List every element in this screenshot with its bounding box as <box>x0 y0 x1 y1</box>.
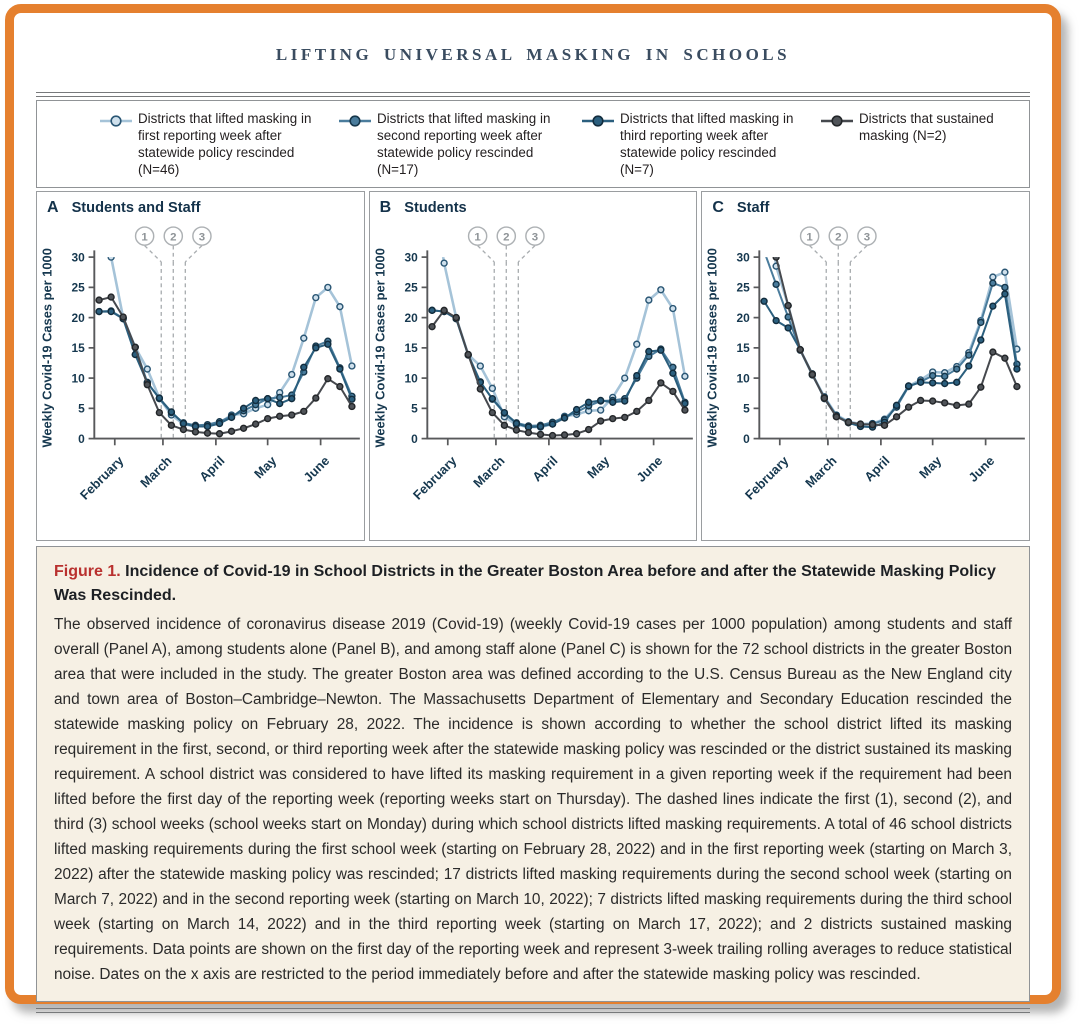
series-sustained-point <box>966 401 972 407</box>
series-second-point <box>761 248 767 254</box>
series-sustained-point <box>193 429 199 435</box>
series-second-marker-icon <box>338 113 372 134</box>
x-tick-label: March <box>802 452 840 491</box>
series-first-point <box>313 294 319 300</box>
series-sustained-point <box>96 297 102 303</box>
series-sustained-point <box>573 430 579 436</box>
series-third-point <box>205 423 211 429</box>
series-second-point <box>277 394 283 400</box>
series-third-point <box>930 380 936 386</box>
panel-header <box>702 192 1029 217</box>
series-third-point <box>549 421 555 427</box>
series-sustained-point <box>682 407 688 413</box>
panel-letter: A <box>47 198 59 216</box>
series-sustained-point <box>810 371 816 377</box>
series-sustained-point <box>658 380 664 386</box>
series-third-point <box>301 364 307 370</box>
series-third-point <box>1014 366 1020 372</box>
series-sustained-point <box>108 294 114 300</box>
legend-item-label: Districts that lifted masking in first reporting week after statewide policy rescinded (N=46) <box>138 111 312 177</box>
series-sustained-point <box>894 413 900 419</box>
series-sustained-point <box>798 346 804 352</box>
series-third-point <box>633 372 639 378</box>
figure-label: Figure 1. <box>54 562 121 580</box>
y-tick-label: 25 <box>71 280 85 295</box>
series-third-point <box>108 308 114 314</box>
x-tick-label: June <box>633 452 665 485</box>
series-sustained-point <box>501 422 507 428</box>
y-tick-label: 30 <box>71 249 85 264</box>
series-third-point <box>277 400 283 406</box>
series-third-point <box>990 303 996 309</box>
series-third-marker-icon <box>581 113 615 134</box>
series-sustained-point <box>253 421 259 427</box>
legend-marker-icon <box>581 113 615 129</box>
dashed-connector <box>810 245 827 261</box>
series-third-point <box>658 347 664 353</box>
x-tick-label: June <box>300 452 333 485</box>
series-third-point <box>96 308 102 314</box>
series-sustained-point <box>609 415 615 421</box>
series-first-point <box>597 407 603 413</box>
chart-legend <box>36 100 1030 188</box>
legend-item-sustained-masking <box>820 111 1019 145</box>
series-sustained-point <box>144 381 150 387</box>
series-third-point <box>217 420 223 426</box>
y-tick-label: 15 <box>71 340 85 355</box>
series-third-point <box>289 395 295 401</box>
series-sustained-point <box>549 432 555 438</box>
series-sustained-point <box>774 254 780 260</box>
legend-item-lifted-third-week <box>581 111 808 179</box>
panel-letter: C <box>712 198 724 216</box>
y-tick-label: 0 <box>78 431 85 446</box>
series-first-point <box>301 335 307 341</box>
series-second-point <box>978 319 984 325</box>
series-first-point <box>633 341 639 347</box>
series-third-point <box>501 409 507 415</box>
y-tick-label: 25 <box>404 280 418 295</box>
series-sustained-point <box>585 426 591 432</box>
series-third-point <box>180 420 186 426</box>
series-sustained-point <box>646 397 652 403</box>
legend-marker-icon <box>820 113 854 129</box>
series-third-point <box>265 395 271 401</box>
svg-text:3: 3 <box>198 230 206 243</box>
series-first-line <box>432 217 685 427</box>
y-tick-label: 0 <box>743 431 751 446</box>
dashed-connector <box>518 245 535 261</box>
series-sustained-point <box>906 404 912 410</box>
x-tick-label: May <box>583 452 612 481</box>
panel-header <box>370 192 697 217</box>
series-first-point <box>441 260 447 266</box>
y-tick-label: 20 <box>71 310 85 325</box>
series-third-point <box>942 380 948 386</box>
dashed-connector <box>477 245 494 261</box>
series-second-point <box>954 366 960 372</box>
series-second-point <box>966 352 972 358</box>
legend-item-label: Districts that lifted masking in third reporting week after statewide policy rescinded (N=7) <box>620 111 794 177</box>
panel-c-staff <box>701 191 1030 541</box>
series-first-point <box>477 363 483 369</box>
series-first-point <box>1002 269 1008 275</box>
line-chart <box>37 217 364 519</box>
series-sustained-point <box>217 430 223 436</box>
series-sustained-point <box>441 307 447 313</box>
series-second-point <box>990 280 996 286</box>
series-third-point <box>537 423 543 429</box>
panel-header <box>37 192 364 217</box>
figure-caption-box <box>36 546 1030 1002</box>
series-sustained-point <box>313 395 319 401</box>
series-third-line <box>432 310 685 427</box>
series-sustained-point <box>489 409 495 415</box>
series-sustained-point <box>621 414 627 420</box>
series-sustained-point <box>954 402 960 408</box>
series-sustained-point <box>168 422 174 428</box>
series-sustained-point <box>1014 383 1020 389</box>
series-sustained-point <box>561 432 567 438</box>
series-sustained-point <box>882 422 888 428</box>
series-third-point <box>966 363 972 369</box>
series-third-point <box>954 379 960 385</box>
x-tick-label: March <box>469 452 508 491</box>
series-third-point <box>561 415 567 421</box>
series-sustained-point <box>337 383 343 389</box>
dashed-connector <box>185 245 202 261</box>
panel-letter: B <box>379 198 392 216</box>
series-sustained-point <box>156 409 162 415</box>
series-second-point <box>942 373 948 379</box>
series-second-point <box>1002 284 1008 290</box>
series-third-point <box>918 379 924 385</box>
legend-item-label: Districts that lifted masking in second reporting week after statewide policy rescinded (N=17) <box>377 111 551 177</box>
y-tick-label: 15 <box>736 340 751 355</box>
y-tick-label: 5 <box>743 401 751 416</box>
series-sustained-point <box>918 397 924 403</box>
line-chart <box>702 217 1029 519</box>
legend-item-lifted-first-week <box>99 111 326 179</box>
panel-title: Students <box>404 199 467 216</box>
y-tick-label: 30 <box>404 249 418 264</box>
series-third-point <box>621 398 627 404</box>
x-tick-label: April <box>861 452 893 484</box>
series-second-line <box>432 310 685 426</box>
article-card <box>5 4 1061 1004</box>
y-tick-label: 20 <box>404 310 418 325</box>
series-sustained-point <box>990 349 996 355</box>
series-third-point <box>253 397 259 403</box>
series-third-point <box>670 370 676 376</box>
series-third-point <box>325 341 331 347</box>
series-first-point <box>289 371 295 377</box>
series-sustained-point <box>525 429 531 435</box>
series-first-point <box>621 375 627 381</box>
y-tick-label: 0 <box>410 431 418 446</box>
bottom-rule <box>36 1008 1030 1013</box>
series-third-point <box>597 397 603 403</box>
chart-panel-b <box>370 217 697 524</box>
series-third-line <box>764 294 1017 427</box>
series-sustained-point <box>834 413 840 419</box>
x-tick-label: February <box>742 452 792 503</box>
series-sustained-point <box>120 314 126 320</box>
series-sustained-point <box>1002 355 1008 361</box>
series-sustained-point <box>786 302 792 308</box>
series-first-point <box>108 254 114 260</box>
panel-a-students-and-staff <box>36 191 365 541</box>
series-sustained-point <box>822 395 828 401</box>
series-third-point <box>774 317 780 323</box>
y-tick-label: 10 <box>404 370 418 385</box>
svg-text:3: 3 <box>531 230 538 243</box>
series-sustained-line <box>432 310 685 435</box>
series-second-point <box>930 372 936 378</box>
chart-panel-c <box>702 217 1029 524</box>
dashed-connector <box>145 245 162 261</box>
series-third-point <box>646 348 652 354</box>
series-sustained-point <box>277 413 283 419</box>
series-third-point <box>513 420 519 426</box>
series-sustained-point <box>132 344 138 350</box>
line-chart <box>370 217 697 519</box>
legend-item-label: Districts that sustained masking (N=2) <box>859 111 994 143</box>
series-third-line <box>99 311 352 426</box>
series-sustained-point <box>537 431 543 437</box>
series-sustained-point <box>289 412 295 418</box>
series-sustained-point <box>205 430 211 436</box>
series-third-point <box>585 399 591 405</box>
series-first-point <box>658 286 664 292</box>
figure-caption-body: The observed incidence of coronavirus disease 2019 (Covid-19) (weekly Covid-19 cases per 1000 population) among students and staff overall (Panel A), among students alone (Panel B), and among staff alone (Panel C) is shown for the 72 school districts in the greater Boston area that were included in the study. The greater Boston area was defined according to the U.S. Census Bureau as the New England city and town area of Boston–Cambridge–Newton. The Massachusetts Department of Elementary and Secondary Education rescinded the statewide masking policy on February 28, 2022. The incidence is shown according to whether the school district lifted its masking requirement in the first, second, or third reporting week after the statewide masking policy was rescinded or the district sustained its masking requirement. A school district was considered to have lifted its masking requirement in a given reporting week if the requirement had been lifted before the first day of the reporting week (reporting weeks start on Thursday). The dashed lines indicate the first (1), second (2), and third (3) school weeks (school weeks start on Monday) during which school districts lifted masking requirements. A total of 46 school districts lifted masking requirements during the first school week (starting on February 28, 2022) and in the first reporting week (starting on March 3, 2022) after the statewide masking policy was rescinded; 17 districts lifted masking requirements during the second school week (starting on March 7, 2022) and in the second reporting week (starting on March 10, 2022); 7 districts lifted masking requirements during the third school week (starting on March 14, 2022) and in the third reporting week (starting on March 17, 2022); and 2 districts sustained masking requirements. Data points are shown on the first day of the reporting week and represent 3-week trailing rolling averages to reduce statistical noise. Dates on the x axis are restricted to the period immediately before and after the statewide masking policy was rescinded. <box>54 615 1012 983</box>
svg-text:1: 1 <box>141 230 148 243</box>
series-first-point <box>349 363 355 369</box>
series-sustained-point <box>978 384 984 390</box>
series-first-point <box>670 305 676 311</box>
x-tick-label: May <box>916 452 945 481</box>
series-third-point <box>978 337 984 343</box>
y-tick-label: 15 <box>404 340 418 355</box>
series-sustained-point <box>597 418 603 424</box>
series-third-point <box>609 399 615 405</box>
x-tick-label: April <box>196 452 228 484</box>
svg-text:2: 2 <box>502 230 510 243</box>
y-axis-label: Weekly Covid-19 Cases per 1000 <box>704 247 720 448</box>
figure-title: Incidence of Covid-19 in School Districts in the Greater Boston Area before and after the Statewide Masking Policy Was Rescinded. <box>54 562 996 604</box>
y-axis-label: Weekly Covid-19 Cases per 1000 <box>372 247 388 448</box>
series-third-point <box>894 402 900 408</box>
series-sustained-point <box>229 428 235 434</box>
series-sustained-point <box>325 375 331 381</box>
chart-panel-a <box>37 217 364 524</box>
series-first-point <box>144 366 150 372</box>
x-tick-label: May <box>251 452 280 481</box>
dashed-connector <box>851 245 868 261</box>
series-third-point <box>489 395 495 401</box>
y-tick-label: 10 <box>736 370 751 385</box>
series-third-point <box>229 414 235 420</box>
svg-text:1: 1 <box>474 230 481 243</box>
top-rule <box>36 92 1030 97</box>
x-tick-label: June <box>965 452 998 485</box>
series-sustained-point <box>265 415 271 421</box>
series-third-point <box>1002 291 1008 297</box>
series-sustained-point <box>513 427 519 433</box>
series-sustained-point <box>633 408 639 414</box>
legend-marker-icon <box>338 113 372 129</box>
x-tick-label: March <box>137 452 175 491</box>
series-third-point <box>906 383 912 389</box>
series-first-point <box>682 373 688 379</box>
series-sustained-marker-icon <box>820 113 854 134</box>
series-sustained-point <box>301 408 307 414</box>
running-head: LIFTING UNIVERSAL MASKING IN SCHOOLS <box>275 45 791 64</box>
chart-panels-row <box>36 191 1030 541</box>
panel-title: Staff <box>736 199 770 216</box>
series-sustained-line <box>99 297 352 434</box>
series-sustained-point <box>870 421 876 427</box>
series-third-point <box>313 344 319 350</box>
panel-b-students <box>369 191 698 541</box>
series-third-point <box>429 307 435 313</box>
y-tick-label: 20 <box>736 310 751 325</box>
y-tick-label: 25 <box>736 280 751 295</box>
series-third-point <box>156 395 162 401</box>
y-tick-label: 5 <box>410 401 418 416</box>
series-sustained-point <box>453 314 459 320</box>
series-first-point <box>325 284 331 290</box>
series-first-point <box>489 385 495 391</box>
series-sustained-point <box>349 403 355 409</box>
series-first-marker-icon <box>99 113 133 134</box>
series-first-point <box>337 303 343 309</box>
series-sustained-point <box>465 351 471 357</box>
y-tick-label: 10 <box>71 370 85 385</box>
series-sustained-point <box>858 421 864 427</box>
svg-text:2: 2 <box>835 230 842 243</box>
panel-title: Students and Staff <box>71 199 201 216</box>
legend-marker-icon <box>99 113 133 129</box>
series-third-point <box>168 409 174 415</box>
series-sustained-point <box>670 388 676 394</box>
figure-caption-heading <box>54 560 1012 608</box>
series-sustained-point <box>241 425 247 431</box>
series-third-point <box>573 406 579 412</box>
series-third-point <box>241 405 247 411</box>
series-sustained-point <box>477 386 483 392</box>
series-second-line <box>99 311 352 425</box>
x-tick-label: February <box>76 452 127 503</box>
y-tick-label: 5 <box>78 401 85 416</box>
series-sustained-point <box>429 323 435 329</box>
series-second-point <box>774 281 780 287</box>
y-tick-label: 30 <box>736 249 751 264</box>
series-sustained-point <box>846 419 852 425</box>
series-sustained-point <box>930 398 936 404</box>
svg-text:2: 2 <box>170 230 177 243</box>
series-first-point <box>990 274 996 280</box>
series-first-point <box>265 401 271 407</box>
svg-text:1: 1 <box>806 230 814 243</box>
series-first-point <box>646 297 652 303</box>
series-third-point <box>337 366 343 372</box>
y-axis-label: Weekly Covid-19 Cases per 1000 <box>39 247 55 448</box>
series-sustained-point <box>180 426 186 432</box>
series-third-point <box>761 298 767 304</box>
x-tick-label: February <box>409 452 460 503</box>
x-tick-label: April <box>528 452 561 484</box>
series-sustained-point <box>942 399 948 405</box>
svg-text:3: 3 <box>864 230 871 243</box>
legend-item-lifted-second-week <box>338 111 569 179</box>
series-third-point <box>786 324 792 330</box>
